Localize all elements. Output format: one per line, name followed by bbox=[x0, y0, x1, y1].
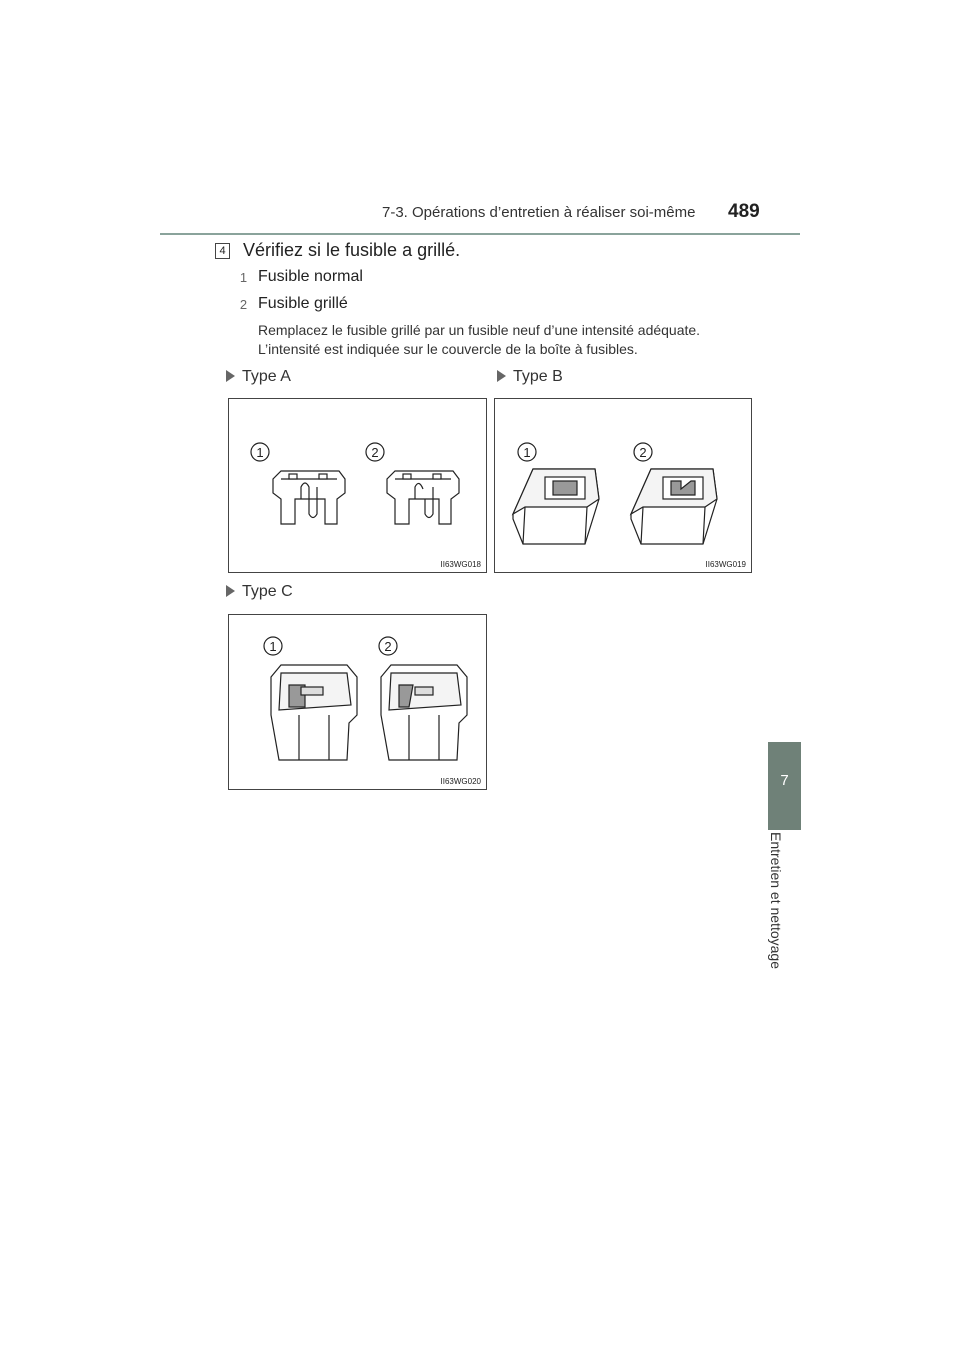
callout-2: 2 bbox=[384, 639, 392, 654]
step-text: Vérifiez si le fusible a grillé. bbox=[243, 240, 461, 260]
page-number: 489 bbox=[728, 201, 760, 222]
callout-1: 1 bbox=[269, 639, 277, 654]
fuse-normal-b bbox=[513, 469, 599, 544]
figure-code: II63WG018 bbox=[440, 560, 481, 569]
callout-2: 2 bbox=[371, 445, 379, 460]
fuse-blown-c bbox=[381, 665, 467, 760]
fuse-blown-b bbox=[631, 469, 717, 544]
figure-type-c bbox=[228, 614, 487, 790]
triangle-right-icon bbox=[226, 585, 235, 597]
fuse-blown-a bbox=[387, 471, 459, 524]
callout-1: 1 bbox=[256, 445, 264, 460]
chapter-title: Entretien et nettoyage bbox=[768, 832, 784, 969]
step-number-badge: 4 bbox=[215, 243, 230, 259]
callout-2: 2 bbox=[639, 445, 647, 460]
figure-code: II63WG020 bbox=[440, 777, 481, 786]
figure-type-b bbox=[494, 398, 752, 573]
chapter-number: 7 bbox=[780, 772, 789, 789]
note bbox=[258, 321, 778, 359]
triangle-right-icon bbox=[497, 370, 506, 382]
item-label: Fusible grillé bbox=[258, 295, 348, 312]
figure-type-a bbox=[228, 398, 487, 573]
type-label-b: Type B bbox=[497, 368, 563, 386]
item-number-badge: 1 bbox=[239, 270, 248, 285]
callout-1: 1 bbox=[523, 445, 531, 460]
note-line: Remplacez le fusible grillé par un fusible neuf d’une intensité adéquate. bbox=[258, 322, 701, 338]
item-number-badge: 2 bbox=[239, 297, 248, 312]
fuse-normal-a bbox=[273, 471, 345, 524]
header-divider bbox=[160, 233, 800, 235]
section-title: 7-3. Opérations d’entretien à réaliser soi-même bbox=[382, 204, 696, 221]
fuse-normal-c bbox=[271, 665, 357, 760]
note-line: L’intensité est indiquée sur le couvercle de la boîte à fusibles. bbox=[258, 341, 638, 357]
type-label-a: Type A bbox=[226, 368, 291, 386]
figure-code: II63WG019 bbox=[705, 560, 746, 569]
triangle-right-icon bbox=[226, 370, 235, 382]
item-label: Fusible normal bbox=[258, 268, 363, 285]
type-label-c: Type C bbox=[226, 583, 293, 601]
